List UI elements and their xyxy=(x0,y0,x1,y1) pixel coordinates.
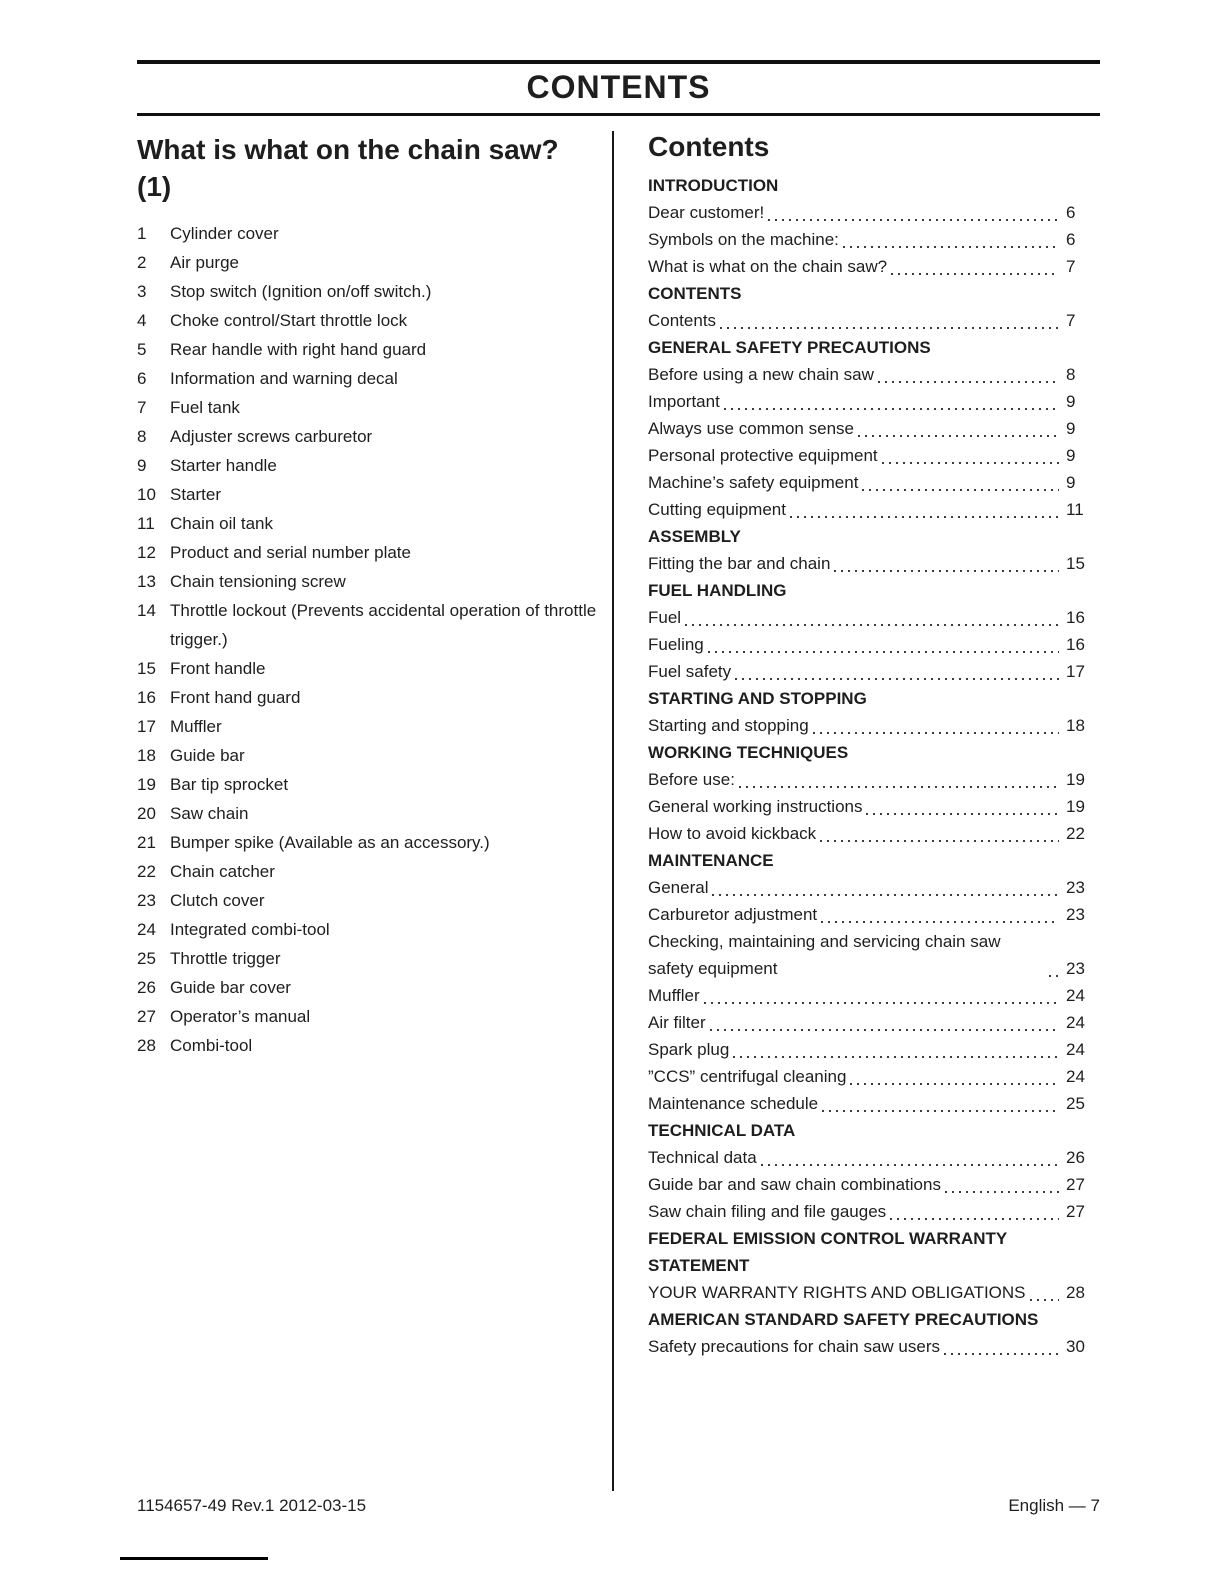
page-indicator: English — 7 xyxy=(1008,1496,1100,1515)
list-item xyxy=(137,944,600,973)
toc-entry xyxy=(648,874,1100,901)
item-label: Integrated combi-tool xyxy=(170,920,330,939)
item-label: Saw chain xyxy=(170,804,249,823)
item-number: 15 xyxy=(137,659,156,678)
item-label: Bar tip sprocket xyxy=(170,775,289,794)
item-number: 7 xyxy=(137,398,147,417)
item-label: Stop switch (Ignition on/off switch.) xyxy=(170,282,432,301)
toc-list xyxy=(648,172,1100,1360)
toc-page-number: 9 xyxy=(1066,446,1076,465)
list-item xyxy=(137,393,600,422)
toc-entry xyxy=(648,901,1100,928)
list-item xyxy=(137,422,600,451)
toc-page-number: 9 xyxy=(1066,419,1076,438)
toc-page-number: 7 xyxy=(1066,257,1076,276)
toc-page-number: 27 xyxy=(1066,1175,1085,1194)
item-label: Product and serial number plate xyxy=(170,543,411,562)
item-number: 20 xyxy=(137,804,156,823)
item-number: 27 xyxy=(137,1007,156,1026)
toc-entry-label: Before using a new chain saw xyxy=(648,365,874,384)
toc-entry-label: General xyxy=(648,878,709,897)
left-column-heading xyxy=(137,131,600,205)
toc-section-header: FUEL HANDLING xyxy=(648,581,787,600)
toc-page-number: 24 xyxy=(1066,1040,1085,1059)
item-label: Bumper spike (Available as an accessory.) xyxy=(170,833,490,852)
toc-page-number: 28 xyxy=(1066,1283,1085,1302)
list-item xyxy=(137,248,600,277)
item-label: Clutch cover xyxy=(170,891,265,910)
toc-section-header: WORKING TECHNIQUES xyxy=(648,743,849,762)
dot-leader xyxy=(821,921,1059,923)
dot-leader xyxy=(1049,975,1059,977)
item-label: Chain catcher xyxy=(170,862,275,881)
list-item xyxy=(137,538,600,567)
toc-entry xyxy=(648,1036,1100,1063)
item-label: Adjuster screws carburetor xyxy=(170,427,373,446)
item-number: 19 xyxy=(137,775,156,794)
toc-entry-label: Dear customer! xyxy=(648,203,765,222)
dot-leader xyxy=(891,273,1059,275)
item-label: Operator’s manual xyxy=(170,1007,311,1026)
toc-entry-label: Starting and stopping xyxy=(648,716,809,735)
dot-leader xyxy=(882,462,1059,464)
item-number: 4 xyxy=(137,311,147,330)
toc-page-number: 19 xyxy=(1066,797,1085,816)
dot-leader xyxy=(761,1164,1059,1166)
doc-revision-id: 1154657-49 Rev.1 2012-03-15 xyxy=(137,1496,367,1515)
dot-leader xyxy=(790,516,1059,518)
toc-entry-label: Spark plug xyxy=(648,1040,730,1059)
item-number: 1 xyxy=(137,224,147,243)
list-item xyxy=(137,886,600,915)
item-label: Muffler xyxy=(170,717,222,736)
list-item xyxy=(137,828,600,857)
toc-page-number: 7 xyxy=(1066,311,1076,330)
toc-page-number: 17 xyxy=(1066,662,1085,681)
dot-leader xyxy=(724,408,1059,410)
toc-page-number: 9 xyxy=(1066,473,1076,492)
item-label: Starter handle xyxy=(170,456,277,475)
toc-entry xyxy=(648,766,1100,793)
toc-entry xyxy=(648,415,1100,442)
toc-entry xyxy=(648,631,1100,658)
item-label: Throttle lockout (Prevents accidental operation of throttle trigger.) xyxy=(170,601,597,649)
dot-leader xyxy=(1030,1299,1059,1301)
item-number: 3 xyxy=(137,282,147,301)
toc-page-number: 23 xyxy=(1066,905,1085,924)
item-number: 8 xyxy=(137,427,147,446)
dot-leader xyxy=(820,840,1059,842)
dot-leader xyxy=(944,1353,1059,1355)
dot-leader xyxy=(862,489,1059,491)
item-number: 17 xyxy=(137,717,156,736)
header-rule-bottom xyxy=(137,113,1100,116)
list-item xyxy=(137,567,600,596)
toc-entry-label: Machine’s safety equipment xyxy=(648,473,859,492)
toc-section-header: INTRODUCTION xyxy=(648,176,779,195)
dot-leader xyxy=(704,1002,1059,1004)
toc-entry-label: Muffler xyxy=(648,986,700,1005)
dot-leader xyxy=(739,786,1059,788)
toc-entry-label: Air filter xyxy=(648,1013,706,1032)
item-number: 25 xyxy=(137,949,156,968)
dot-leader xyxy=(878,381,1059,383)
toc-page-number: 23 xyxy=(1066,959,1085,978)
list-item xyxy=(137,596,600,654)
dot-leader xyxy=(866,813,1059,815)
item-number: 6 xyxy=(137,369,147,388)
toc-entry-label: Symbols on the machine: xyxy=(648,230,839,249)
toc-section-header: GENERAL SAFETY PRECAUTIONS xyxy=(648,338,931,357)
toc-section-header: STARTING AND STOPPING xyxy=(648,689,867,708)
toc-page-number: 30 xyxy=(1066,1337,1085,1356)
toc-entry-label: Before use: xyxy=(648,770,735,789)
left-column-title-line2: (1) xyxy=(137,171,172,202)
toc-entry xyxy=(648,307,1100,334)
toc-entry xyxy=(648,1090,1100,1117)
item-label: Choke control/Start throttle lock xyxy=(170,311,408,330)
list-item xyxy=(137,364,600,393)
item-label: Front hand guard xyxy=(170,688,301,707)
dot-leader xyxy=(685,624,1059,626)
dot-leader xyxy=(710,1029,1059,1031)
toc-entry xyxy=(648,982,1100,1009)
toc-entry xyxy=(648,442,1100,469)
list-item xyxy=(137,1031,600,1060)
dot-leader xyxy=(712,894,1059,896)
toc-entry-label: Always use common sense xyxy=(648,419,854,438)
item-number: 12 xyxy=(137,543,156,562)
dot-leader xyxy=(850,1083,1059,1085)
dot-leader xyxy=(733,1056,1059,1058)
toc-page-number: 26 xyxy=(1066,1148,1085,1167)
toc-entry-label: Saw chain filing and file gauges xyxy=(648,1202,887,1221)
toc-entry xyxy=(648,1333,1100,1360)
item-number: 13 xyxy=(137,572,156,591)
dot-leader xyxy=(822,1110,1059,1112)
toc-entry-label: Carburetor adjustment xyxy=(648,905,818,924)
item-label: Throttle trigger xyxy=(170,949,281,968)
toc-entry xyxy=(648,496,1100,523)
list-item xyxy=(137,480,600,509)
toc-section-header: FEDERAL EMISSION CONTROL WARRANTY STATEMENT xyxy=(648,1229,1007,1275)
dot-leader xyxy=(735,678,1059,680)
toc-entry xyxy=(648,253,1100,280)
toc-entry-label: Safety precautions for chain saw users xyxy=(648,1337,940,1356)
item-number: 26 xyxy=(137,978,156,997)
toc-entry xyxy=(648,1279,1100,1306)
toc-entry xyxy=(648,793,1100,820)
list-item xyxy=(137,451,600,480)
toc-entry-label: Fuel xyxy=(648,608,682,627)
toc-entry-label: YOUR WARRANTY RIGHTS AND OBLIGATIONS xyxy=(648,1283,1026,1302)
toc-entry-label: How to avoid kickback xyxy=(648,824,817,843)
list-item xyxy=(137,335,600,364)
toc-section-header: MAINTENANCE xyxy=(648,851,774,870)
left-column-title-line1: What is what on the chain saw? xyxy=(137,134,559,165)
toc-page-number: 24 xyxy=(1066,1067,1085,1086)
item-label: Air purge xyxy=(170,253,239,272)
list-item xyxy=(137,1002,600,1031)
list-item xyxy=(137,219,600,248)
toc-entry xyxy=(648,1063,1100,1090)
item-label: Front handle xyxy=(170,659,266,678)
toc-page-number: 24 xyxy=(1066,1013,1085,1032)
dot-leader xyxy=(834,570,1059,572)
toc-page-number: 15 xyxy=(1066,554,1085,573)
list-item xyxy=(137,712,600,741)
dot-leader xyxy=(720,327,1059,329)
item-number: 9 xyxy=(137,456,147,475)
list-item xyxy=(137,277,600,306)
right-column xyxy=(614,131,1100,1491)
toc-entry xyxy=(648,469,1100,496)
dot-leader xyxy=(768,219,1059,221)
toc-entry xyxy=(648,712,1100,739)
toc-page-number: 24 xyxy=(1066,986,1085,1005)
dot-leader xyxy=(858,435,1059,437)
footer-rule xyxy=(120,1557,268,1560)
two-column-layout xyxy=(137,131,1100,1491)
toc-entry-label: Maintenance schedule xyxy=(648,1094,819,1113)
item-number: 23 xyxy=(137,891,156,910)
toc-entry xyxy=(648,1009,1100,1036)
item-number: 21 xyxy=(137,833,156,852)
toc-entry-label: Fuel safety xyxy=(648,662,732,681)
toc-entry xyxy=(648,658,1100,685)
dot-leader xyxy=(843,246,1059,248)
toc-entry-label: What is what on the chain saw? xyxy=(648,257,888,276)
toc-entry xyxy=(648,928,1100,982)
dot-leader xyxy=(708,651,1059,653)
toc-section-header: TECHNICAL DATA xyxy=(648,1121,796,1140)
toc-page-number: 16 xyxy=(1066,608,1085,627)
toc-entry-label: Guide bar and saw chain combinations xyxy=(648,1175,941,1194)
list-item xyxy=(137,799,600,828)
toc-entry xyxy=(648,361,1100,388)
list-item xyxy=(137,509,600,538)
dot-leader xyxy=(945,1191,1059,1193)
toc-page-number: 25 xyxy=(1066,1094,1085,1113)
toc-page-number: 6 xyxy=(1066,203,1076,222)
toc-entry xyxy=(648,1171,1100,1198)
toc-page-number: 19 xyxy=(1066,770,1085,789)
page-title: CONTENTS xyxy=(526,69,711,105)
item-label: Information and warning decal xyxy=(170,369,398,388)
item-label: Chain tensioning screw xyxy=(170,572,346,591)
left-column xyxy=(137,131,612,1491)
toc-entry-label: Personal protective equipment xyxy=(648,446,878,465)
list-item xyxy=(137,306,600,335)
item-label: Cylinder cover xyxy=(170,224,279,243)
item-number: 2 xyxy=(137,253,147,272)
toc-page-number: 6 xyxy=(1066,230,1076,249)
item-label: Guide bar xyxy=(170,746,245,765)
toc-page-number: 16 xyxy=(1066,635,1085,654)
dot-leader xyxy=(813,732,1059,734)
toc-entry-label: Cutting equipment xyxy=(648,500,786,519)
item-label: Combi-tool xyxy=(170,1036,253,1055)
item-number: 10 xyxy=(137,485,156,504)
toc-entry-label: Fitting the bar and chain xyxy=(648,554,831,573)
toc-entry xyxy=(648,226,1100,253)
item-number: 14 xyxy=(137,601,156,620)
item-number: 16 xyxy=(137,688,156,707)
item-label: Chain oil tank xyxy=(170,514,274,533)
toc-entry-label: Checking, maintaining and servicing chain saw safety equipment xyxy=(648,932,1001,978)
list-item xyxy=(137,654,600,683)
list-item xyxy=(137,915,600,944)
page-footer xyxy=(137,1496,1100,1516)
toc-entry-label: Contents xyxy=(648,311,717,330)
toc-section-header: ASSEMBLY xyxy=(648,527,741,546)
toc-entry-label: General working instructions xyxy=(648,797,863,816)
page-content xyxy=(137,0,1100,1491)
toc-entry xyxy=(648,199,1100,226)
toc-page-number: 9 xyxy=(1066,392,1076,411)
toc-entry xyxy=(648,388,1100,415)
toc-title: Contents xyxy=(648,131,770,162)
toc-entry xyxy=(648,1198,1100,1225)
toc-entry-label: Important xyxy=(648,392,720,411)
toc-entry xyxy=(648,550,1100,577)
toc-page-number: 11 xyxy=(1066,500,1084,519)
toc-page-number: 18 xyxy=(1066,716,1085,735)
item-label: Starter xyxy=(170,485,222,504)
item-label: Rear handle with right hand guard xyxy=(170,340,427,359)
toc-entry xyxy=(648,820,1100,847)
toc-entry-label: Technical data xyxy=(648,1148,757,1167)
toc-entry xyxy=(648,1144,1100,1171)
list-item xyxy=(137,683,600,712)
item-number: 24 xyxy=(137,920,156,939)
list-item xyxy=(137,857,600,886)
toc-entry-label: ”CCS” centrifugal cleaning xyxy=(648,1067,847,1086)
toc-entry xyxy=(648,604,1100,631)
item-label: Fuel tank xyxy=(170,398,240,417)
toc-page-number: 27 xyxy=(1066,1202,1085,1221)
item-number: 11 xyxy=(137,514,155,533)
list-item xyxy=(137,770,600,799)
dot-leader xyxy=(890,1218,1059,1220)
toc-section-header: CONTENTS xyxy=(648,284,742,303)
item-number: 28 xyxy=(137,1036,156,1055)
toc-page-number: 8 xyxy=(1066,365,1076,384)
item-number: 5 xyxy=(137,340,147,359)
item-number: 18 xyxy=(137,746,156,765)
item-number: 22 xyxy=(137,862,156,881)
toc-page-number: 23 xyxy=(1066,878,1085,897)
toc-entry-label: Fueling xyxy=(648,635,704,654)
item-label: Guide bar cover xyxy=(170,978,291,997)
what-list xyxy=(137,219,600,1060)
toc-page-number: 22 xyxy=(1066,824,1085,843)
toc-section-header: AMERICAN STANDARD SAFETY PRECAUTIONS xyxy=(648,1310,1039,1329)
list-item xyxy=(137,973,600,1002)
list-item xyxy=(137,741,600,770)
